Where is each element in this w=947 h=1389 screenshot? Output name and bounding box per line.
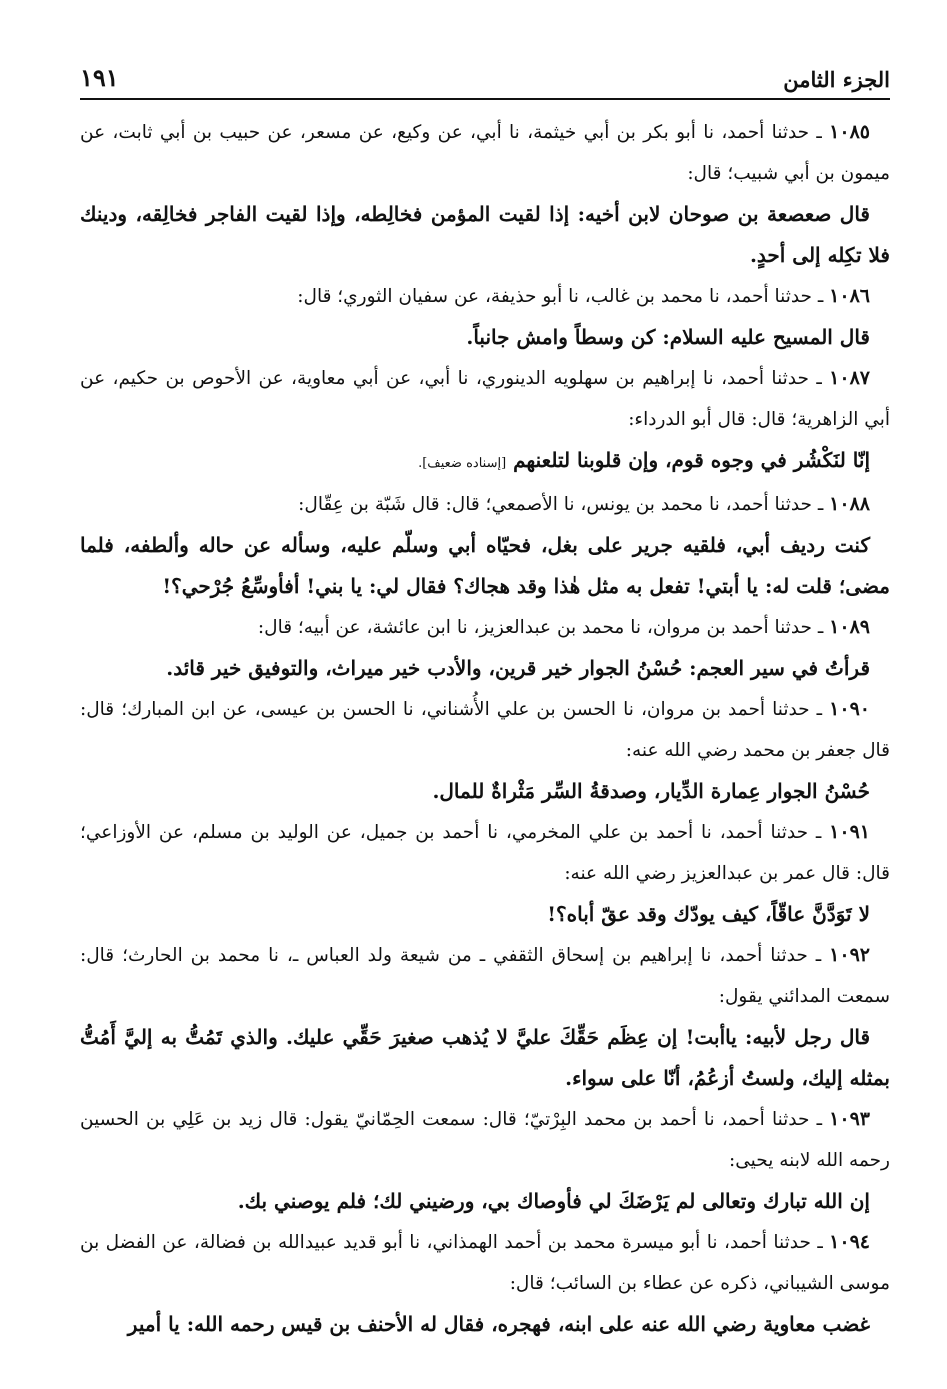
isnad-text: ـ حدثنا أحمد، نا أبو بكر بن أبي خيثمة، نا أبي، عن وكيع، عن مسعر، عن حبيب بن أبي ثابت، عن ميمون بن أبي شبيب؛ قال: xyxy=(80,122,890,184)
isnad-text: ـ حدثنا أحمد، نا إبراهيم بن إسحاق الثقفي ـ من شيعة ولد العباس ـ، نا محمد بن الحارث؛ قال: سمعت المدائني يقول: xyxy=(80,945,890,1007)
matn-paragraph xyxy=(80,648,890,689)
narration-number: ١٠٨٥ xyxy=(829,121,870,143)
isnad-text: ـ حدثنا أحمد، نا أحمد بن علي المخرمي، نا أحمد بن جميل، عن الوليد بن مسلم، عن الأوزاعي؛ قال: قال عمر بن عبدالعزيز رضي الله عنه: xyxy=(80,822,890,884)
matn-paragraph xyxy=(80,894,890,935)
isnad-paragraph xyxy=(80,935,890,1017)
matn-paragraph xyxy=(80,317,890,358)
matn-text: قرأتُ في سير العجم: حُسْنُ الجوار خير قرين، والأدب خير ميراث، والتوفيق خير قائد. xyxy=(166,656,870,680)
grading-note: [إسناده ضعيف]. xyxy=(418,456,507,471)
isnad-text: ـ حدثنا أحمد، نا محمد بن يونس، نا الأصمعي؛ قال: قال شَبّة بن عِقّال: xyxy=(298,494,830,515)
isnad-paragraph xyxy=(80,112,890,194)
isnad-text: ـ حدثنا أحمد، نا إبراهيم بن سهلويه الدينوري، نا أبي، عن أبي معاوية، عن الأحوص بن حكيم، عن أبي الزاهرية؛ قال: قال أبو الدرداء: xyxy=(80,368,890,430)
narration-number: ١٠٨٧ xyxy=(829,367,870,389)
page-header xyxy=(80,52,890,100)
isnad-paragraph xyxy=(80,276,890,317)
isnad-text: ـ حدثنا أحمد بن مروان، نا محمد بن عبدالعزيز، نا ابن عائشة، عن أبيه؛ قال: xyxy=(257,617,830,638)
isnad-text: ـ حدثنا أحمد بن مروان، نا الحسن بن علي الأُشناني، نا الحسن بن عيسى، عن ابن المبارك؛ قال: قال جعفر بن محمد رضي الله عنه: xyxy=(80,699,890,761)
matn-text: قال صعصعة بن صوحان لابن أخيه: إذا لقيت المؤمن فخالِطه، وإذا لقيت الفاجر فخالِقه، ودينك فلا تكِله إلى أحدٍ. xyxy=(80,202,890,267)
isnad-paragraph xyxy=(80,484,890,525)
matn-text: قال المسيح عليه السلام: كن وسطاً وامش جانباً. xyxy=(466,325,870,349)
narration-number: ١٠٩٤ xyxy=(829,1231,870,1253)
matn-text: قال رجل لأبيه: ياأبت! إن عِظَم حَقِّكَ عليَّ لا يُذهب صغيرَ حَقِّي عليك. والذي تَمُتُّ به إليَّ أَمُتُّ بمثله إليك، ولستُ أزعُمُ، أنّا على سواء. xyxy=(80,1025,890,1090)
isnad-paragraph xyxy=(80,358,890,440)
matn-text: غضب معاوية رضي الله عنه على ابنه، فهجره، فقال له الأحنف بن قيس رحمه الله: يا أمير xyxy=(127,1312,870,1336)
narration-number: ١٠٨٩ xyxy=(829,616,870,638)
narration-number: ١٠٩٢ xyxy=(829,944,870,966)
matn-paragraph xyxy=(80,194,890,276)
isnad-text: ـ حدثنا أحمد، نا محمد بن غالب، نا أبو حذيفة، عن سفيان الثوري؛ قال: xyxy=(297,286,830,307)
matn-paragraph xyxy=(80,1304,890,1345)
page-body xyxy=(80,112,890,1345)
matn-text: كنت رديف أبي، فلقيه جرير على بغل، فحيّاه أبي وسلّم عليه، وسأله عن حاله وألطفه، فلما مضى؛ قلت له: يا أبتي! تفعل به مثل هٰذا وقد هجاك؟ فقال لي: يا بني! أفأوسِّعُ جُرْحي؟! xyxy=(80,533,890,598)
isnad-text: ـ حدثنا أحمد، نا أحمد بن محمد البِرْتيّ؛ قال: سمعت الحِمّانيّ يقول: قال زيد بن عَلِي بن الحسين رحمه الله لابنه يحيى: xyxy=(80,1109,890,1171)
matn-text: إنّا لنَكْشُر في وجوه قوم، وإن قلوبنا لتلعنهم xyxy=(506,448,870,472)
narration-number: ١٠٨٨ xyxy=(829,493,870,515)
isnad-text: ـ حدثنا أحمد، نا أبو ميسرة محمد بن أحمد الهمذاني، نا أبو قديد عبيدالله بن فضالة، عن الفضل بن موسى الشيباني، ذكره عن عطاء بن السائب؛ قال: xyxy=(80,1232,890,1294)
matn-paragraph xyxy=(80,1181,890,1222)
matn-text: إن الله تبارك وتعالى لم يَرْضَكَ لي فأوصاك بي، ورضيني لك؛ فلم يوصني بك. xyxy=(237,1189,870,1213)
narration-number: ١٠٩٣ xyxy=(829,1108,870,1130)
page-number: ١٩١ xyxy=(80,63,119,92)
matn-paragraph xyxy=(80,525,890,607)
matn-paragraph xyxy=(80,1017,890,1099)
isnad-paragraph xyxy=(80,812,890,894)
isnad-paragraph xyxy=(80,689,890,771)
isnad-paragraph xyxy=(80,607,890,648)
isnad-paragraph xyxy=(80,1099,890,1181)
matn-text: حُسْنُ الجوار عِمارة الدِّيار، وصدقةُ السِّر مَثْراةٌ للمال. xyxy=(432,779,870,803)
narration-number: ١٠٩٠ xyxy=(829,698,870,720)
isnad-paragraph xyxy=(80,1222,890,1304)
matn-paragraph xyxy=(80,440,890,484)
matn-text: لا تَوَدَّنَّ عاقّاً، كيف يودّك وقد عقّ أباه؟! xyxy=(547,902,870,926)
narration-number: ١٠٩١ xyxy=(829,821,870,843)
part-title: الجزء الثامن xyxy=(783,67,890,92)
narration-number: ١٠٨٦ xyxy=(829,285,870,307)
matn-paragraph xyxy=(80,771,890,812)
book-page xyxy=(80,52,890,1345)
